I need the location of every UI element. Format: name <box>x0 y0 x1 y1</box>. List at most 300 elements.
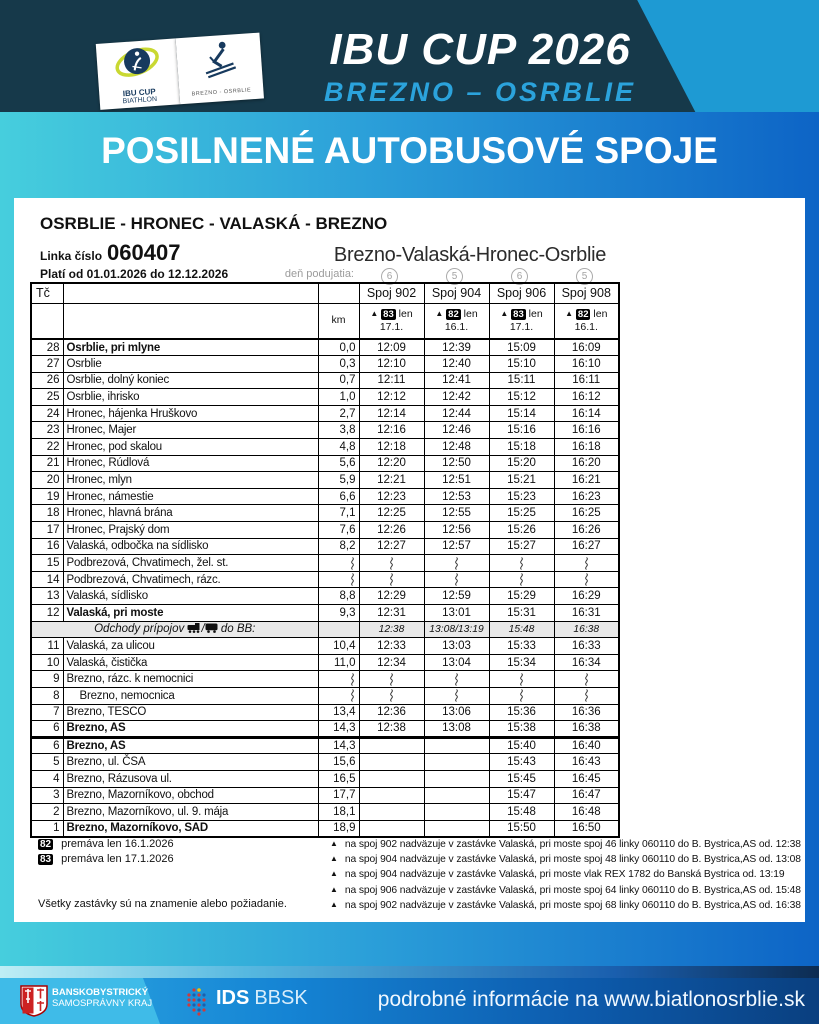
time-cell: 16:40 <box>554 737 619 754</box>
connection-footnote-text: na spoj 904 nadväzuje v zastávke Valaská, pri moste vlak REX 1782 do Banská Bystrica od. 13:19 <box>344 869 785 881</box>
stop-name-cell: Osrblie, pri mlyne <box>63 339 318 356</box>
time-cell <box>554 687 619 704</box>
stop-skipped-squiggle-icon <box>518 673 525 686</box>
time-cell <box>359 687 424 704</box>
km-cell: 17,7 <box>318 787 359 804</box>
km-cell: 0,7 <box>318 372 359 389</box>
stop-number-cell: 13 <box>31 588 63 605</box>
stops-on-request-note: Všetky zastávky sú na znamenie alebo požiadanie. <box>38 898 287 910</box>
footer-accent-strip <box>0 966 819 978</box>
service-name-header: Spoj 908 <box>554 283 619 303</box>
stop-number-cell: 17 <box>31 522 63 539</box>
stop-row <box>31 754 619 771</box>
time-cell: 12:25 <box>359 505 424 522</box>
service-note-header <box>359 303 424 339</box>
time-cell: 12:48 <box>424 439 489 456</box>
time-cell: 16:11 <box>554 372 619 389</box>
time-cell: 16:29 <box>554 588 619 605</box>
only-label: len <box>593 308 608 321</box>
region-line2: SAMOSPRÁVNY KRAJ <box>52 998 153 1009</box>
time-cell <box>424 737 489 754</box>
time-cell: 15:43 <box>489 754 554 771</box>
stop-number-cell: 7 <box>31 704 63 721</box>
time-cell: 16:34 <box>554 654 619 671</box>
km-cell: 11,0 <box>318 654 359 671</box>
stop-row <box>31 671 619 688</box>
event-day-circle: 5 <box>576 268 593 285</box>
bbsk-coat-of-arms-icon <box>20 985 48 1017</box>
ids-bbsk-wordmark <box>216 987 308 1010</box>
stop-name-cell: Brezno, Mazorníkovo, ul. 9. mája <box>63 804 318 821</box>
time-cell: 12:44 <box>424 405 489 422</box>
time-cell: 15:34 <box>489 654 554 671</box>
time-cell: 12:57 <box>424 538 489 555</box>
stop-row <box>31 522 619 539</box>
connection-triangle-icon: ▲ <box>330 899 338 909</box>
connection-triangle-icon: ▲ <box>500 309 509 319</box>
stop-name-cell: Brezno, Mazorníkovo, obchod <box>63 787 318 804</box>
stop-name-cell: Osrblie, ihrisko <box>63 389 318 406</box>
stop-row <box>31 588 619 605</box>
time-cell: 12:50 <box>424 455 489 472</box>
connection-triangle-icon: ▲ <box>330 884 338 894</box>
stop-name-cell: Hronec, pod skalou <box>63 439 318 456</box>
time-cell: 16:14 <box>554 405 619 422</box>
stop-number-cell: 4 <box>31 770 63 787</box>
connection-triangle-icon: ▲ <box>565 309 573 319</box>
stop-number-cell: 23 <box>31 422 63 439</box>
stop-row <box>31 389 619 406</box>
time-cell: 15:14 <box>489 405 554 422</box>
time-cell <box>359 555 424 572</box>
connection-triangle-icon: ▲ <box>370 309 379 319</box>
time-cell: 12:53 <box>424 488 489 505</box>
time-cell <box>489 671 554 688</box>
time-cell: 15:09 <box>489 339 554 356</box>
stop-number-cell: 21 <box>31 455 63 472</box>
time-cell <box>424 804 489 821</box>
stop-name-cell: Valaská, čistička <box>63 654 318 671</box>
stop-name-cell: Brezno, rázc. k nemocnici <box>63 671 318 688</box>
km-cell: 7,1 <box>318 505 359 522</box>
connection-footnote-line <box>330 883 801 898</box>
stop-number-cell: 25 <box>31 389 63 406</box>
time-cell <box>554 555 619 572</box>
km-cell: 18,9 <box>318 820 359 837</box>
restriction-badge: 83 <box>40 854 52 865</box>
km-cell: 18,1 <box>318 804 359 821</box>
time-cell: 12:23 <box>359 488 424 505</box>
stop-skipped-squiggle-icon <box>453 573 460 586</box>
stop-row <box>31 405 619 422</box>
stop-row <box>31 605 619 622</box>
stop-row <box>31 372 619 389</box>
stop-skipped-squiggle-icon <box>388 573 395 586</box>
event-day-circle: 6 <box>511 268 528 285</box>
time-cell: 16:18 <box>554 439 619 456</box>
stop-name-cell: Brezno, TESCO <box>63 704 318 721</box>
connection-triangle-icon: ▲ <box>330 839 338 848</box>
stop-name-cell: Brezno, ul. ČSA <box>63 754 318 771</box>
km-column-header: km <box>318 303 359 339</box>
time-cell <box>359 671 424 688</box>
time-cell: 15:20 <box>489 455 554 472</box>
time-cell: 12:59 <box>424 588 489 605</box>
ids-bbsk-dots-logo <box>186 986 210 1016</box>
time-cell: 12:33 <box>359 638 424 655</box>
stop-row <box>31 704 619 721</box>
stop-row <box>31 820 619 837</box>
time-cell: 12:12 <box>359 389 424 406</box>
stop-row <box>31 505 619 522</box>
km-cell: 10,4 <box>318 638 359 655</box>
time-cell: 16:26 <box>554 522 619 539</box>
time-cell: 15:36 <box>489 704 554 721</box>
time-cell <box>359 787 424 804</box>
stop-number-cell: 14 <box>31 571 63 588</box>
connection-time-cell: 13:08/13:19 <box>424 621 489 638</box>
service-date: 16.1. <box>444 321 469 334</box>
time-cell: 15:10 <box>489 356 554 373</box>
connection-footnote-line <box>330 867 801 882</box>
stop-number-cell: 9 <box>31 671 63 688</box>
line-number-block <box>40 240 180 266</box>
km-cell: 8,8 <box>318 588 359 605</box>
time-cell: 13:06 <box>424 704 489 721</box>
connection-time-cell: 12:38 <box>359 621 424 638</box>
time-cell: 15:48 <box>489 804 554 821</box>
time-cell: 12:27 <box>359 538 424 555</box>
stop-row <box>31 571 619 588</box>
region-line1: BANSKOBYSTRICKÝ <box>52 987 149 998</box>
service-name-header: Spoj 906 <box>489 283 554 303</box>
time-cell: 16:25 <box>554 505 619 522</box>
stop-number-cell: 28 <box>31 339 63 356</box>
time-cell: 13:04 <box>424 654 489 671</box>
connection-footnote-text: na spoj 906 nadväzuje v zastávke Valaská, pri moste spoj 64 linky 060110 do B. Bystrica,AS od. 15:48 <box>344 884 801 896</box>
stop-skipped-squiggle-icon <box>583 673 590 686</box>
km-cell: 15,6 <box>318 754 359 771</box>
time-cell: 16:31 <box>554 605 619 622</box>
stop-name-cell: Valaská, za ulicou <box>63 638 318 655</box>
stop-row <box>31 654 619 671</box>
time-cell <box>359 804 424 821</box>
time-cell <box>424 820 489 837</box>
connection-footnote-text: na spoj 904 nadväzuje v zastávke Valaská, pri moste spoj 48 linky 060110 do B. Bystrica,AS od. 13:08 <box>344 854 801 866</box>
km-cell: 0,3 <box>318 356 359 373</box>
time-cell: 16:36 <box>554 704 619 721</box>
service-name-header: Spoj 902 <box>359 283 424 303</box>
connection-departures-label: Odchody prípojov / do BB: <box>31 621 318 638</box>
stop-name-cell: Brezno, Rázusova ul. <box>63 770 318 787</box>
stop-name-cell: Podbrezová, Chvatimech, rázc. <box>63 571 318 588</box>
connection-footnote-line <box>330 898 801 913</box>
connection-triangle-icon: ▲ <box>330 869 338 879</box>
stop-skipped-squiggle-icon <box>453 673 460 686</box>
time-cell <box>424 671 489 688</box>
km-cell: 5,9 <box>318 472 359 489</box>
time-cell: 15:25 <box>489 505 554 522</box>
footer-info-text: podrobné informácie na www.biatlonosrblie.sk <box>377 988 805 1011</box>
bus-icon <box>205 623 218 633</box>
event-title: IBU CUP 2026 <box>329 25 631 74</box>
service-restriction-badge: 82 <box>577 309 589 321</box>
time-cell: 15:11 <box>489 372 554 389</box>
time-cell <box>424 787 489 804</box>
time-cell: 16:48 <box>554 804 619 821</box>
stop-row <box>31 804 619 821</box>
stop-number-cell: 10 <box>31 654 63 671</box>
event-day-circle: 5 <box>446 268 463 285</box>
km-cell <box>318 571 359 588</box>
time-cell: 15:21 <box>489 472 554 489</box>
stop-number-cell: 27 <box>31 356 63 373</box>
km-cell: 13,4 <box>318 704 359 721</box>
connection-departures-row <box>31 621 619 638</box>
time-cell <box>359 571 424 588</box>
stop-skipped-squiggle-icon <box>583 573 590 586</box>
stop-skipped-squiggle-icon <box>349 689 356 702</box>
time-cell: 12:51 <box>424 472 489 489</box>
stop-row <box>31 555 619 572</box>
service-restriction-badge: 82 <box>448 309 459 321</box>
stop-skipped-squiggle-icon <box>583 557 590 570</box>
time-cell <box>359 820 424 837</box>
time-cell: 16:47 <box>554 787 619 804</box>
banner-title: POSILNENÉ AUTOBUSOVÉ SPOJE <box>101 130 718 171</box>
stop-skipped-squiggle-icon <box>388 673 395 686</box>
stop-number-cell: 26 <box>31 372 63 389</box>
stop-number-cell: 1 <box>31 820 63 837</box>
time-cell: 12:10 <box>359 356 424 373</box>
stop-name-cell: Hronec, Rúdlová <box>63 455 318 472</box>
connection-triangle-icon: ▲ <box>330 854 338 864</box>
stop-skipped-squiggle-icon <box>518 557 525 570</box>
time-cell <box>424 555 489 572</box>
time-cell: 12:36 <box>359 704 424 721</box>
time-cell: 12:21 <box>359 472 424 489</box>
time-cell <box>424 571 489 588</box>
stop-number-cell: 6 <box>31 721 63 738</box>
ski-jumper-icon <box>200 38 239 82</box>
time-cell: 12:56 <box>424 522 489 539</box>
stop-skipped-squiggle-icon <box>518 689 525 702</box>
time-cell: 12:40 <box>424 356 489 373</box>
service-note-header <box>489 303 554 339</box>
time-cell: 15:40 <box>489 737 554 754</box>
connection-footnotes <box>330 837 801 913</box>
km-cell <box>318 621 359 638</box>
stop-row <box>31 488 619 505</box>
stop-row <box>31 455 619 472</box>
region-name <box>52 987 152 1009</box>
connection-footnote-text: na spoj 902 nadväzuje v zastávke Valaská, pri moste spoj 46 linky 060110 do B. Bystrica,AS od. 12:38 <box>344 839 801 850</box>
stop-skipped-squiggle-icon <box>388 557 395 570</box>
time-cell: 15:12 <box>489 389 554 406</box>
time-cell: 12:38 <box>359 721 424 738</box>
km-cell: 16,5 <box>318 770 359 787</box>
km-cell: 14,3 <box>318 721 359 738</box>
km-column-spacer <box>318 283 359 303</box>
stop-number-cell: 18 <box>31 505 63 522</box>
time-cell <box>424 770 489 787</box>
km-cell <box>318 671 359 688</box>
time-cell: 12:39 <box>424 339 489 356</box>
validity-text: Platí od 01.01.2026 do 12.12.2026 <box>40 267 229 281</box>
stop-row <box>31 356 619 373</box>
tc-column-header: Tč <box>31 283 63 303</box>
service-restriction-badge: 83 <box>513 309 524 321</box>
stop-number-cell: 6 <box>31 737 63 754</box>
service-restriction-badge: 83 <box>383 309 394 321</box>
time-cell: 16:27 <box>554 538 619 555</box>
stop-name-cell: Brezno, Mazorníkovo, SAD <box>63 820 318 837</box>
timetable-panel <box>14 198 805 922</box>
stop-name-cell: Brezno, AS <box>63 721 318 738</box>
time-cell: 13:08 <box>424 721 489 738</box>
km-cell: 1,0 <box>318 389 359 406</box>
event-day-circle: 6 <box>381 268 398 285</box>
footnote-badges <box>38 838 174 868</box>
km-cell <box>318 687 359 704</box>
time-cell: 12:16 <box>359 422 424 439</box>
stop-skipped-squiggle-icon <box>349 573 356 586</box>
ids-text: IDS <box>216 987 250 1009</box>
stop-row <box>31 439 619 456</box>
connection-footnote-text: na spoj 902 nadväzuje v zastávke Valaská, pri moste spoj 68 linky 060110 do B. Bystrica,AS od. 16:38 <box>344 899 801 911</box>
stop-number-cell: 24 <box>31 405 63 422</box>
time-cell: 16:16 <box>554 422 619 439</box>
time-cell <box>424 754 489 771</box>
stop-row <box>31 472 619 489</box>
stop-number-cell: 16 <box>31 538 63 555</box>
time-cell: 12:31 <box>359 605 424 622</box>
stop-name-cell: Hronec, Prajský dom <box>63 522 318 539</box>
ibu-cup-logo-card <box>96 38 180 109</box>
service-date: 17.1. <box>379 321 404 334</box>
km-cell: 0,0 <box>318 339 359 356</box>
service-note-header <box>424 303 489 339</box>
time-cell: 15:16 <box>489 422 554 439</box>
ibu-logo-subtitle: BIATHLON <box>122 95 158 106</box>
stop-row <box>31 737 619 754</box>
stop-name-cell: Hronec, Majer <box>63 422 318 439</box>
km-cell: 4,8 <box>318 439 359 456</box>
stop-name-cell: Valaská, odbočka na sídlisko <box>63 538 318 555</box>
connection-time-cell: 16:38 <box>554 621 619 638</box>
time-cell <box>359 737 424 754</box>
bbsk-text: BBSK <box>254 987 308 1009</box>
stop-number-cell: 22 <box>31 439 63 456</box>
time-cell: 16:09 <box>554 339 619 356</box>
service-note-header <box>554 303 619 339</box>
km-cell <box>318 555 359 572</box>
stop-name-cell: Podbrezová, Chvatimech, žel. st. <box>63 555 318 572</box>
stop-name-cell: Hronec, hájenka Hruškovo <box>63 405 318 422</box>
restriction-text: premáva len 16.1.2026 <box>61 838 174 850</box>
time-cell: 16:20 <box>554 455 619 472</box>
time-cell <box>489 555 554 572</box>
km-cell: 6,6 <box>318 488 359 505</box>
direction-heading: Brezno-Valaská-Hronec-Osrblie <box>333 244 607 266</box>
stop-number-cell: 5 <box>31 754 63 771</box>
time-cell: 13:01 <box>424 605 489 622</box>
time-cell: 15:33 <box>489 638 554 655</box>
time-cell: 16:50 <box>554 820 619 837</box>
event-day-label: deň podujatia: <box>284 268 354 280</box>
km-cell: 5,6 <box>318 455 359 472</box>
stop-skipped-squiggle-icon <box>388 689 395 702</box>
time-cell: 16:21 <box>554 472 619 489</box>
logo-cards <box>96 32 270 114</box>
stop-skipped-squiggle-icon <box>518 573 525 586</box>
stop-number-cell: 20 <box>31 472 63 489</box>
service-header-row <box>31 283 619 303</box>
time-cell: 16:33 <box>554 638 619 655</box>
time-cell: 15:50 <box>489 820 554 837</box>
stop-name-cell: Hronec, mlyn <box>63 472 318 489</box>
time-cell: 15:27 <box>489 538 554 555</box>
stop-skipped-squiggle-icon <box>453 689 460 702</box>
train-icon <box>187 623 201 633</box>
time-cell: 15:31 <box>489 605 554 622</box>
stop-skipped-squiggle-icon <box>349 673 356 686</box>
footnote-badge-row <box>38 838 174 852</box>
time-cell: 12:34 <box>359 654 424 671</box>
time-cell <box>489 571 554 588</box>
service-date: 16.1. <box>574 321 598 334</box>
time-cell: 15:29 <box>489 588 554 605</box>
footnote-badge-row <box>38 853 174 867</box>
time-cell: 16:38 <box>554 721 619 738</box>
time-cell <box>359 754 424 771</box>
only-label: len <box>528 308 543 321</box>
service-name-header: Spoj 904 <box>424 283 489 303</box>
time-cell: 16:23 <box>554 488 619 505</box>
time-cell: 12:09 <box>359 339 424 356</box>
event-titles <box>250 26 710 108</box>
time-cell: 12:26 <box>359 522 424 539</box>
km-cell: 2,7 <box>318 405 359 422</box>
time-cell <box>424 687 489 704</box>
stop-row <box>31 687 619 704</box>
time-cell: 12:46 <box>424 422 489 439</box>
connection-time-cell: 15:48 <box>489 621 554 638</box>
time-cell: 13:03 <box>424 638 489 655</box>
time-cell: 15:26 <box>489 522 554 539</box>
stop-number-cell: 11 <box>31 638 63 655</box>
stop-number-cell: 8 <box>31 687 63 704</box>
time-cell: 15:38 <box>489 721 554 738</box>
stop-row <box>31 787 619 804</box>
restriction-badge: 82 <box>40 839 52 850</box>
time-cell: 12:42 <box>424 389 489 406</box>
stop-skipped-squiggle-icon <box>453 557 460 570</box>
time-cell <box>359 770 424 787</box>
timetable <box>30 282 620 838</box>
connection-footnote-line <box>330 852 801 867</box>
km-cell: 7,6 <box>318 522 359 539</box>
stop-skipped-squiggle-icon <box>583 689 590 702</box>
stop-row <box>31 721 619 738</box>
stop-number-cell: 12 <box>31 605 63 622</box>
connection-triangle-icon: ▲ <box>435 309 444 319</box>
time-cell: 16:45 <box>554 770 619 787</box>
stop-number-cell: 3 <box>31 787 63 804</box>
stop-number-cell: 15 <box>31 555 63 572</box>
stop-row <box>31 422 619 439</box>
stop-name-cell: Valaská, pri moste <box>63 605 318 622</box>
